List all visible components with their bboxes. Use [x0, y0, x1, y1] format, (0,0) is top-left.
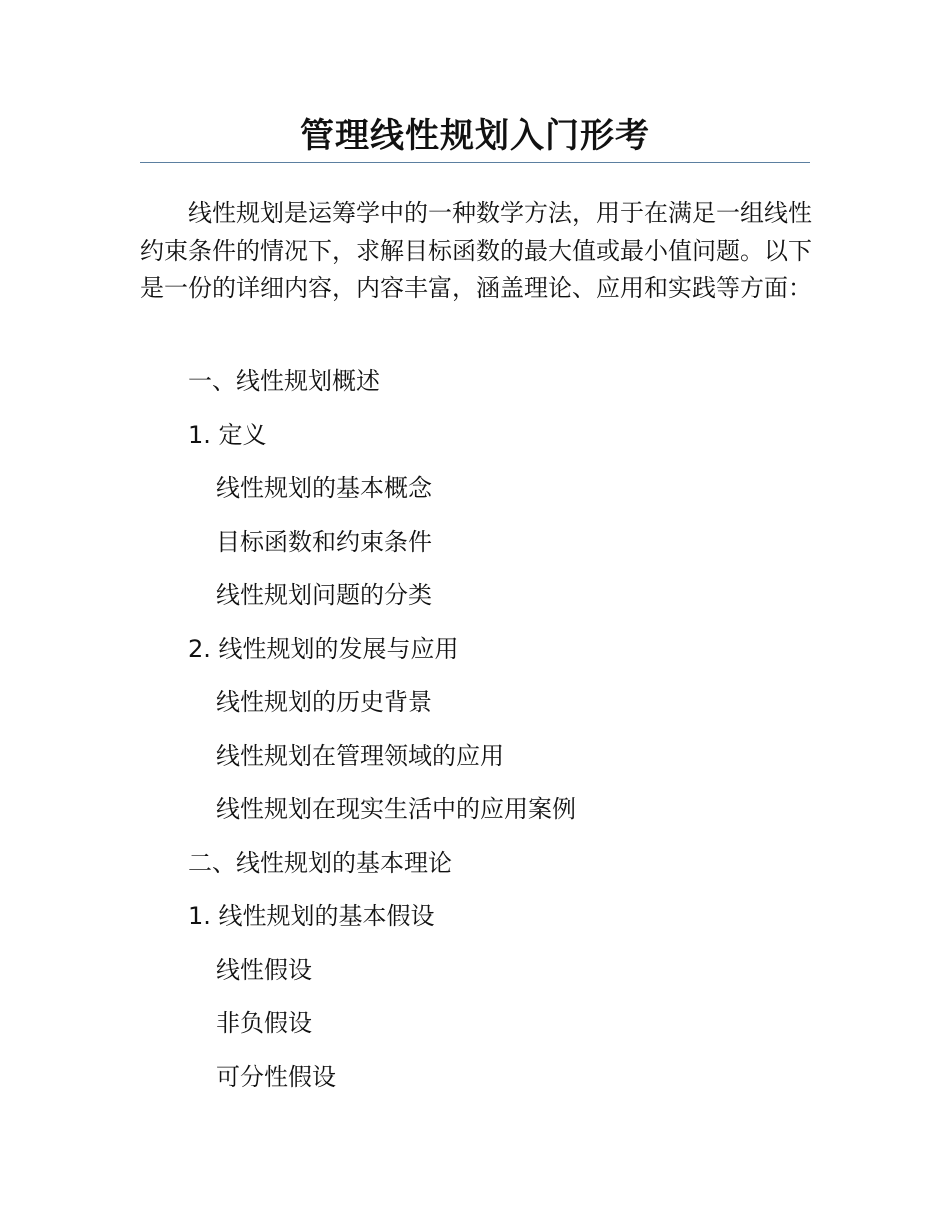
subsection-assumptions: 1. 线性规划的基本假设	[188, 902, 435, 930]
outline-item: 非负假设	[216, 1009, 312, 1037]
outline-item: 线性规划在管理领域的应用	[216, 742, 504, 770]
outline-item: 线性规划在现实生活中的应用案例	[216, 795, 576, 823]
intro-paragraph: 线性规划是运筹学中的一种数学方法，用于在满足一组线性约束条件的情况下，求解目标函数的最大值或最小值问题。以下是一份的详细内容，内容丰富，涵盖理论、应用和实践等方面：	[140, 199, 812, 302]
section-heading-overview: 一、线性规划概述	[188, 367, 380, 395]
subsection-definition: 1. 定义	[188, 421, 267, 449]
subsection-development: 2. 线性规划的发展与应用	[188, 635, 459, 663]
document-title: 管理线性规划入门形考	[300, 116, 650, 156]
outline-item: 可分性假设	[216, 1063, 336, 1091]
outline-item: 线性规划的历史背景	[216, 688, 432, 716]
outline-item: 目标函数和约束条件	[216, 528, 432, 556]
outline-item: 线性规划的基本概念	[216, 474, 432, 502]
section-heading-theory: 二、线性规划的基本理论	[188, 849, 452, 877]
title-underline	[140, 162, 810, 163]
outline-item: 线性规划问题的分类	[216, 581, 432, 609]
outline-item: 线性假设	[216, 956, 312, 984]
